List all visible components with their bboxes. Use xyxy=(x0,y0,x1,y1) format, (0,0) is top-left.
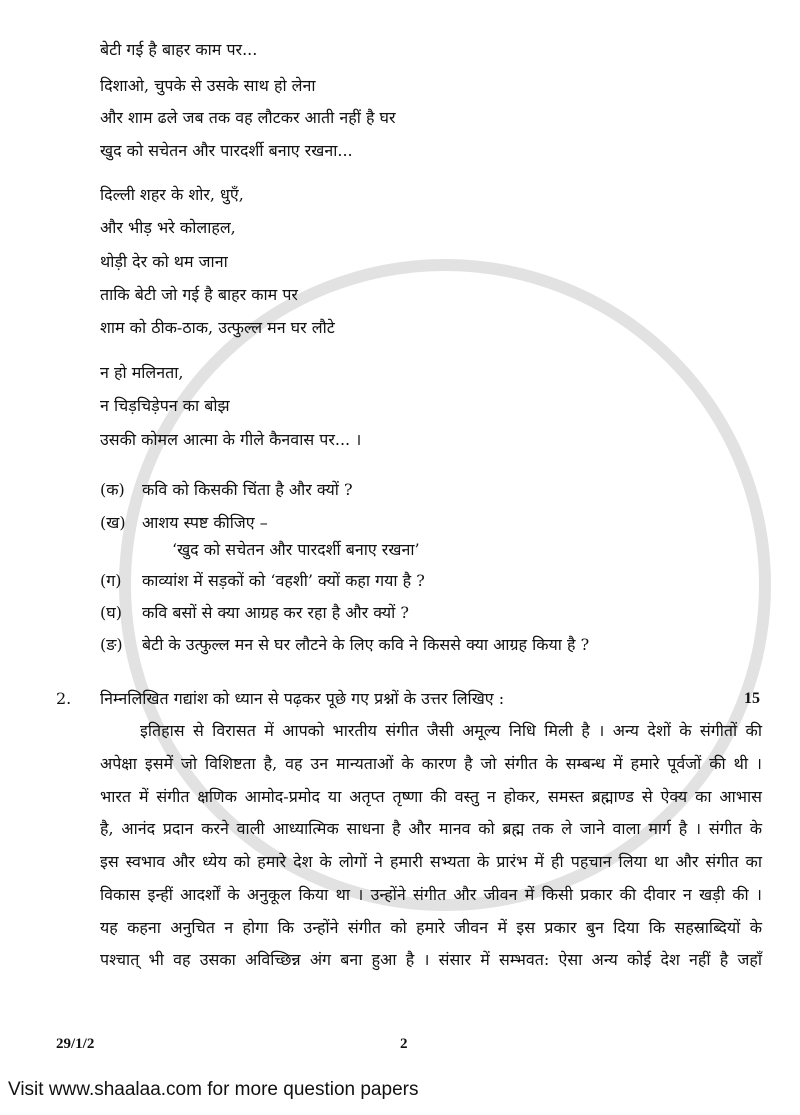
passage-line: पश्चात् भी वह उसका अविच्छिन्न अंग बना हुआ है । संसार में सम्भवत: ऐसा अन्य कोई देश नहीं है जहाँ xyxy=(100,950,762,969)
marks: 15 xyxy=(744,690,760,707)
poem-line: खुद को सचेतन और पारदर्शी बनाए रखना... xyxy=(100,141,353,160)
question-heading: निम्नलिखित गद्यांश को ध्यान से पढ़कर पूछे गए प्रश्नों के उत्तर लिखिए : xyxy=(100,689,505,708)
poem-line: और शाम ढले जब तक वह लौटकर आती नहीं है घर xyxy=(100,108,396,127)
passage-line: विकास इन्हीं आदर्शों के अनुकूल किया था । उन्होंने संगीत और जीवन में किसी प्रकार की दीवार न खड़ी की । xyxy=(100,885,762,904)
question-label: (ख) xyxy=(100,513,126,532)
poem-line: दिशाओ, चुपके से उसके साथ हो लेना xyxy=(100,76,316,95)
paper-code: 29/1/2 xyxy=(56,1036,95,1052)
question-text: बेटी के उत्फुल्ल मन से घर लौटने के लिए कवि ने किससे क्या आग्रह किया है ? xyxy=(142,635,590,654)
question-label: (ङ) xyxy=(100,635,123,654)
question-text: कवि को किसकी चिंता है और क्यों ? xyxy=(142,480,353,499)
poem-line: थोड़ी देर को थम जाना xyxy=(100,252,228,271)
question-number: 2. xyxy=(56,689,72,708)
passage-line: इस स्वभाव और ध्येय को हमारे देश के लोगों ने हमारी सभ्यता के प्रारंभ में ही पहचान लिया था और संगीत का xyxy=(100,852,762,871)
question-label: (घ) xyxy=(100,603,122,622)
page-number: 2 xyxy=(400,1036,408,1052)
question-text: काव्यांश में सड़कों को ‘वहशी’ क्यों कहा गया है ? xyxy=(142,571,425,590)
question-quote: ‘खुद को सचेतन और पारदर्शी बनाए रखना’ xyxy=(172,540,420,559)
poem-line: उसकी कोमल आत्मा के गीले कैनवास पर... । xyxy=(100,430,362,449)
poem-line: बेटी गई है बाहर काम पर... xyxy=(100,40,258,59)
poem-line: न हो मलिनता, xyxy=(100,363,184,382)
shaalaa-banner: Visit www.shaalaa.com for more question papers xyxy=(8,1079,419,1100)
poem-line: ताकि बेटी जो गई है बाहर काम पर xyxy=(100,285,298,304)
poem-line: न चिड़चिड़ेपन का बोझ xyxy=(100,396,230,415)
passage-line: अपेक्षा इसमें जो विशिष्टता है, वह उन मान्यताओं के कारण है जो संगीत के सम्बन्ध में हमारे पूर्वजों की थी । xyxy=(100,754,762,773)
passage-line: भारत में संगीत क्षणिक आमोद-प्रमोद या अतृप्त तृष्णा की वस्तु न होकर, समस्त ब्रह्माण्ड से ऐक्य का आभास xyxy=(100,787,762,806)
poem-line: और भीड़ भरे कोलाहल, xyxy=(100,218,236,237)
poem-line: दिल्ली शहर के शोर, धुएँ, xyxy=(100,185,244,204)
poem-line: शाम को ठीक-ठाक, उत्फुल्ल मन घर लौटे xyxy=(100,318,335,337)
question-label: (ग) xyxy=(100,571,122,590)
passage-line: इतिहास से विरासत में आपको भारतीय संगीत जैसी अमूल्य निधि मिली है । अन्य देशों के संगीतों की xyxy=(140,721,762,740)
passage-line: है, आनंद प्रदान करने वाली आध्यात्मिक साधना है और मानव को ब्रह्म तक ले जाने वाला मार्ग है । संगीत के xyxy=(100,819,762,838)
passage-line: यह कहना अनुचित न होगा कि उन्होंने संगीत को हमारे जीवन में इस प्रकार बुन दिया कि सहस्राब्दियों के xyxy=(100,918,762,937)
question-text: आशय स्पष्ट कीजिए – xyxy=(142,513,268,532)
question-label: (क) xyxy=(100,480,125,499)
question-text: कवि बसों से क्या आग्रह कर रहा है और क्यों ? xyxy=(142,603,409,622)
